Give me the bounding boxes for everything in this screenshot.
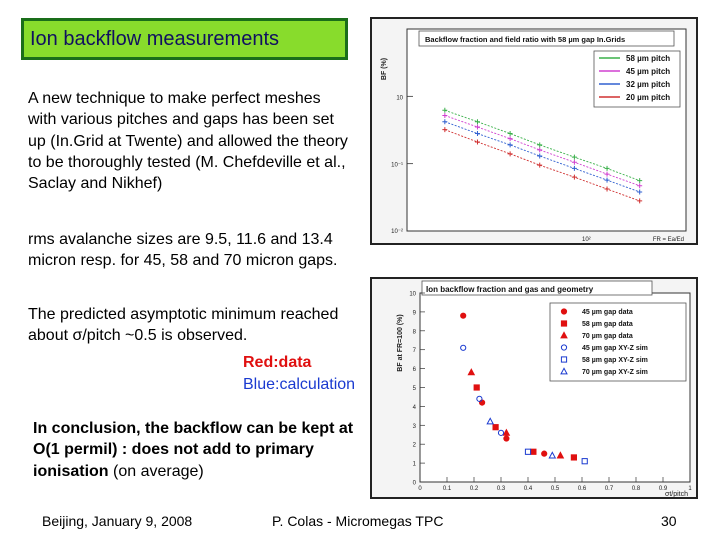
chart2-data-point xyxy=(474,385,479,390)
chart1-y-tick-label: 10 xyxy=(396,95,403,102)
chart2-legend-label: 45 µm gap data xyxy=(582,309,633,316)
rms-paragraph: rms avalanche sizes are 9.5, 11.6 and 13.4 micron resp. for 45, 58 and 70 micron gaps. xyxy=(28,231,338,270)
chart2-title: Ion backflow fraction and gas and geometry xyxy=(426,285,594,294)
chart2-legend-marker xyxy=(561,321,566,326)
footer-date: Beijing, January 9, 2008 xyxy=(42,513,193,529)
chart2-legend-label: 70 µm gap data xyxy=(582,333,633,340)
chart2-data-point xyxy=(493,425,498,430)
chart2-y-tick-label: 5 xyxy=(412,386,416,392)
chart2-x-tick-label: 1 xyxy=(688,486,692,492)
chart2-y-tick-label: 3 xyxy=(412,423,416,430)
chart2-data-point xyxy=(461,313,466,318)
minimum-paragraph: The predicted asymptotic minimum reached about σ/pitch ~0.5 is observed. xyxy=(28,306,339,345)
chart2-legend-label: 58 µm gap XY-Z sim xyxy=(582,357,648,364)
blue-calculation-label: Blue:calculation xyxy=(243,376,356,393)
chart2-legend-marker xyxy=(561,309,566,314)
chart2-y-tick-label: 10 xyxy=(409,291,416,298)
backflow-field-ratio-chart xyxy=(370,17,698,245)
chart2-y-tick-label: 4 xyxy=(412,404,416,411)
conclusion-tail-text: (on average) xyxy=(108,462,204,480)
chart2-y-tick-label: 2 xyxy=(412,442,416,449)
backflow-gas-geometry-chart xyxy=(370,277,698,499)
page-number: 30 xyxy=(661,513,677,529)
chart2-legend-label: 45 µm gap XY-Z sim xyxy=(582,345,648,352)
chart2-x-tick-label: 0 xyxy=(418,486,422,492)
chart1-x-tick-label: 10² xyxy=(582,237,591,243)
chart1-svg xyxy=(372,19,696,243)
chart1-title: Backflow fraction and field ratio with 58 µm gap In.Grids xyxy=(425,35,626,44)
footer-author: P. Colas - Micromegas TPC xyxy=(272,513,444,529)
intro-paragraph: A new technique to make perfect meshes with various pitches and gaps has been set up (In.Grid at Twente) and allowed the theory to be thoroughly tested (M. Chefdeville et al., Saclay and Nikhef) xyxy=(28,90,348,193)
chart1-legend-label: 45 µm pitch xyxy=(626,67,671,76)
slide-title: Ion backflow measurements xyxy=(30,28,280,50)
chart1-y-tick-label: 10⁻² xyxy=(391,229,403,235)
chart1-legend-label: 58 µm pitch xyxy=(626,54,671,63)
chart2-data-point xyxy=(531,449,536,454)
chart2-svg xyxy=(372,279,696,497)
chart2-data-point xyxy=(571,455,576,460)
chart2-x-tick-label: 0.4 xyxy=(523,486,533,492)
chart1-y-tick-label: 10⁻¹ xyxy=(391,162,403,169)
chart2-x-tick-label: 0.9 xyxy=(658,486,668,492)
chart1-legend-label: 20 µm pitch xyxy=(626,93,671,102)
chart2-y-tick-label: 6 xyxy=(412,367,416,374)
chart2-x-tick-label: 0.8 xyxy=(631,486,641,492)
chart2-data-point xyxy=(542,451,547,456)
chart1-y-axis-label: BF (%) xyxy=(381,57,388,81)
conclusion-paragraph xyxy=(33,418,363,482)
chart1-x-axis-label: FR = Ea/Ed xyxy=(652,237,684,243)
chart2-y-tick-label: 0 xyxy=(412,480,416,487)
chart2-y-tick-label: 1 xyxy=(412,461,416,468)
chart2-x-tick-label: 0.5 xyxy=(550,486,560,492)
chart2-y-tick-label: 9 xyxy=(412,310,416,317)
chart2-legend-label: 58 µm gap data xyxy=(582,321,633,328)
chart2-y-tick-label: 7 xyxy=(412,348,416,355)
chart2-legend-label: 70 µm gap XY-Z sim xyxy=(582,369,648,376)
chart2-x-tick-label: 0.1 xyxy=(442,486,452,492)
chart1-legend-label: 32 µm pitch xyxy=(626,80,671,89)
chart2-x-tick-label: 0.3 xyxy=(496,486,506,492)
chart2-x-axis-label: σt/pitch xyxy=(665,491,688,497)
chart2-x-tick-label: 0.7 xyxy=(604,486,614,492)
chart2-x-tick-label: 0.2 xyxy=(469,486,479,492)
chart2-y-tick-label: 8 xyxy=(412,329,416,336)
chart2-data-point xyxy=(504,436,509,441)
red-data-label: Red:data xyxy=(243,354,312,371)
chart2-y-axis-label: BF at FR=100 (%) xyxy=(397,314,404,372)
chart2-x-tick-label: 0.6 xyxy=(577,486,587,492)
conclusion-bold-text: In conclusion, the backflow can be kept at O(1 permil) : does not add to primary ionisation xyxy=(33,420,354,480)
